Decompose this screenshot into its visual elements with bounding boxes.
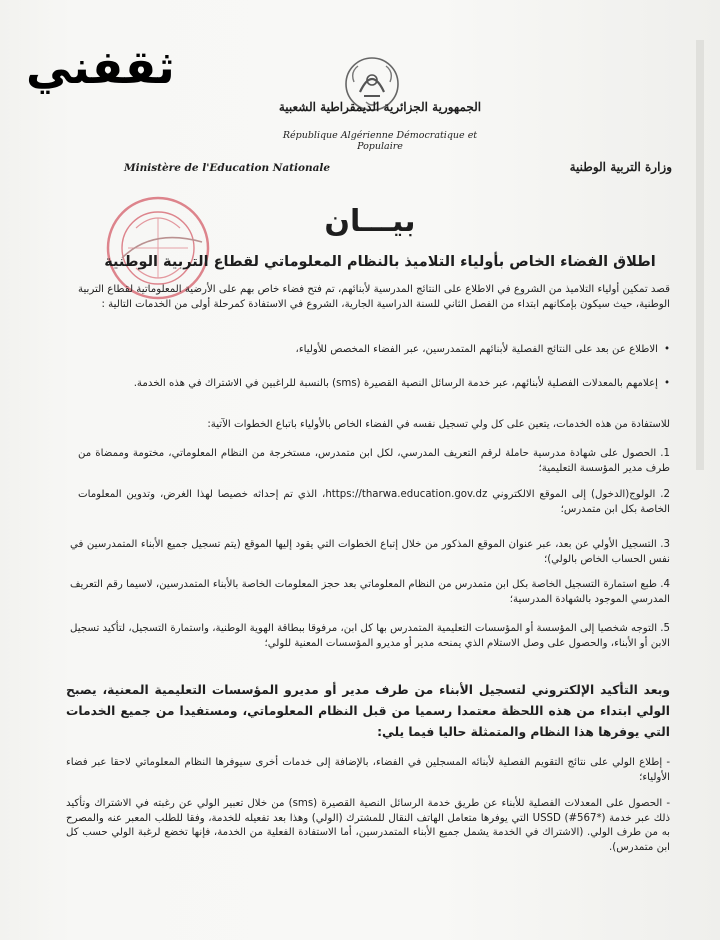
service-text: الاطلاع عن بعد على النتائج الفصلية لأبنائهم المتمدرسين، عبر الفضاء المخصص للأولياء، (295, 344, 658, 355)
step-5: 5. التوجه شخصيا إلى المؤسسة أو المؤسسات التعليمية المتمدرس بها كل ابن، مرفوقا ببطاقة الهوية الوطنية، واستمارة التسجيل، لتأكيد تسجيل الابن أو الأبناء، والحصول على وصل الاستلام الذي يمنحه مدير أو مديرو المؤسسات المعنية للولي؛ (70, 623, 670, 649)
intro-paragraph: قصد تمكين أولياء التلاميذ من الشروع في الاطلاع على النتائج المدرسية لأبنائهم، تم فتح فضاء خاص بهم على الأرضية المعلوماتية لقطاع التربية الوطنية، حيث سيكون بإمكانهم ابتداء من الفصل الثاني للسنة الدراسية الجارية، الشروع في الاستفادة كمرحلة أولى من الخدمات التالية : (78, 284, 670, 310)
statement-subject: اطلاق الفضاء الخاص بأولياء التلاميذ بالنظام المعلوماتي لقطاع التربية الوطنية (104, 254, 656, 270)
service-text: إعلامهم بالمعدلات الفصلية لأبنائهم، عبر خدمة الرسائل النصية القصيرة (sms) بالنسبة للراغبين في الاشتراك في هذه الخدمة. (133, 378, 658, 389)
service-item-2 (88, 377, 670, 392)
ministry-french: Ministère de l'Education Nationale (124, 162, 331, 174)
brand-watermark: ثقفني (26, 40, 175, 94)
republic-arabic: الجمهورية الجزائرية الديمقراطية الشعبية (278, 100, 482, 114)
confirmation-paragraph: وبعد التأكيد الإلكتروني لتسجيل الأبناء من طرف مدير أو مديرو المؤسسات التعليمية المعنية، يصبح الولي ابتداء من هذه اللحظة معتمدا رسميا من قبل النظام المعلوماتي، ومستفيدا من جميع الخدمات التي يوفرها هذا النظام والمتمثلة حاليا فيما يلي: (66, 683, 670, 739)
step-4: 4. طبع استمارة التسجيل الخاصة بكل ابن متمدرس من النظام المعلوماتي بعد حجز المعلومات الخاصة بالأبناء المتمدرسين، لاسيما رقم التعريف المدرسي الموجود بالشهادة المدرسية؛ (70, 579, 670, 605)
bullet-icon: • (663, 378, 670, 389)
step-3: 3. التسجيل الأولي عن بعد، عبر عنوان الموقع المذكور من خلال إتباع الخطوات التي يقود إليها الموقع (يتم تسجيل جميع الأبناء المتمدرسين في نفس الحساب الخاص بالولي)؛ (70, 539, 670, 565)
ministry-arabic: وزارة التربية الوطنية (569, 160, 672, 174)
statement-title: بيـــان (324, 204, 416, 239)
page-edge (696, 40, 704, 470)
step-2: 2. الولوج(الدخول) إلى الموقع الالكتروني https://tharwa.education.gov.dz، الذي تم إحداثه خصيصا لهذا الغرض، وتدوين المعلومات الخاصة بكل ابن متمدرس؛ (78, 489, 670, 515)
steps-intro: للاستفادة من هذه الخدمات، يتعين على كل ولي تسجيل نفسه في الفضاء الخاص بالأولياء باتباع الخطوات الآتية: (207, 419, 670, 430)
service-item-1 (88, 343, 670, 358)
republic-french: République Algérienne Démocratique et Populaire (282, 130, 478, 152)
benefit-2: - الحصول على المعدلات الفصلية للأبناء عن طريق خدمة الرسائل النصية القصيرة (sms) من خلال تعبير الولي عن رغبته في الاشتراك وتأكيد ذلك عبر خدمة USSD (#567*) التي يوفرها متعامل الهاتف النقال للمشترك (الولي) وهذا بعد تفعيله للخدمة، وفقا للطلب المعبر عنه والمصرح به من طرف الولي. (الاشتراك في الخدمة يشمل جميع الأبناء المتمدرسين، أما الاستفادة الفعلية من الخدمة، فإنها تخضع لرغبة الولي حسب كل ابن متمدرس). (66, 798, 671, 853)
step-1: 1. الحصول على شهادة مدرسية حاملة لرقم التعريف المدرسي، لكل ابن متمدرس، مستخرجة من النظام المعلوماتي، مختومة وممضاة من طرف مدير المؤسسة التعليمية؛ (78, 448, 670, 474)
benefit-1: - إطلاع الولي على نتائج التقويم الفصلية لأبنائه المسجلين في الفضاء، بالإضافة إلى خدمات أخرى سيوفرها النظام المعلوماتي لاحقا عبر فضاء الأولياء؛ (66, 757, 670, 783)
bullet-icon: • (663, 344, 670, 355)
